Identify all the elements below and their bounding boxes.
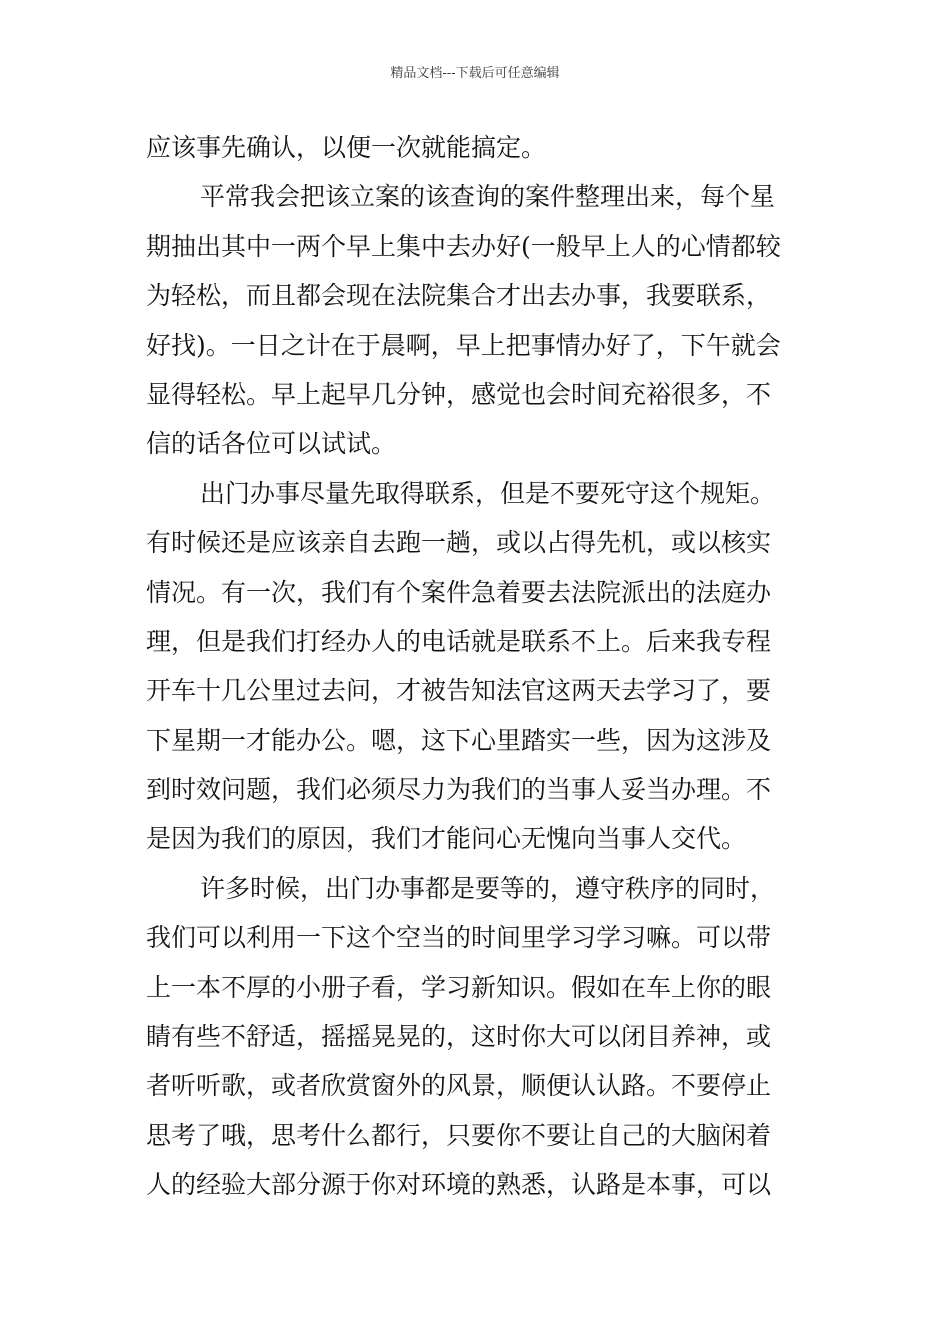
text-line: 应该事先确认，以便一次就能搞定。 <box>146 133 547 162</box>
text-line: 好找)。一日之计在于晨啊，早上把事情办好了，下午就会 <box>146 330 781 360</box>
text-line: 我们可以利用一下这个空当的时间里学习学习嘛。可以带 <box>146 923 772 953</box>
text-line: 思考了哦，思考什么都行，只要你不要让自己的大脑闲着 <box>146 1120 772 1150</box>
paragraph-first-line: 出门办事尽量先取得联系，但是不要死守这个规矩。 <box>200 478 776 508</box>
text-line: 人的经验大部分源于你对环境的熟悉，认路是本事，可以 <box>146 1170 772 1200</box>
text-line: 显得轻松。早上起早几分钟，感觉也会时间充裕很多，不 <box>146 379 772 409</box>
paragraph-first-line: 平常我会把该立案的该查询的案件整理出来，每个星 <box>200 182 776 212</box>
text-line: 期抽出其中一两个早上集中去办好(一般早上人的心情都较 <box>146 231 781 261</box>
text-line: 睛有些不舒适，摇摇晃晃的，这时你大可以闭目养神，或 <box>146 1022 772 1052</box>
text-line: 信的话各位可以试试。 <box>146 429 397 459</box>
paragraph-first-line: 许多时候，出门办事都是要等的，遵守秩序的同时， <box>200 873 776 903</box>
text-line: 为轻松，而且都会现在法院集合才出去办事，我要联系， <box>146 281 772 311</box>
text-line: 上一本不厚的小册子看，学习新知识。假如在车上你的眼 <box>146 972 772 1002</box>
text-line: 到时效问题，我们必须尽力为我们的当事人妥当办理。不 <box>146 775 772 805</box>
text-line: 者听听歌，或者欣赏窗外的风景，顺便认认路。不要停止 <box>146 1071 772 1101</box>
text-line: 有时候还是应该亲自去跑一趟，或以占得先机，或以核实 <box>146 528 772 558</box>
page-header: 精品文档---下载后可任意编辑 <box>390 66 560 81</box>
text-line: 下星期一才能办公。嗯，这下心里踏实一些，因为这涉及 <box>146 725 772 755</box>
document-body <box>146 130 806 1217</box>
text-line: 情况。有一次，我们有个案件急着要去法院派出的法庭办 <box>146 577 772 607</box>
text-line: 理，但是我们打经办人的电话就是联系不上。后来我专程 <box>146 626 772 656</box>
text-line: 是因为我们的原因，我们才能问心无愧向当事人交代。 <box>146 824 747 854</box>
text-line: 开车十几公里过去问，才被告知法官这两天去学习了，要 <box>146 676 772 706</box>
